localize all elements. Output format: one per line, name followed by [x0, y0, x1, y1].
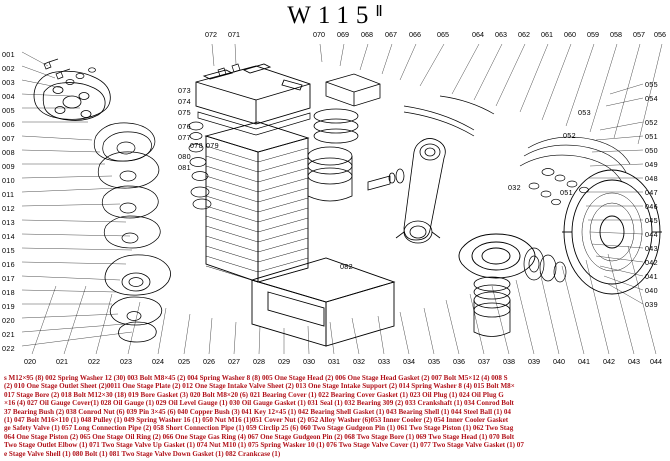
page-title-text: W115 [287, 2, 376, 29]
part-label-001: 001 [2, 50, 15, 59]
part-label-020: 020 [2, 316, 15, 325]
part-label-046: 046 [645, 202, 658, 211]
part-label-013: 013 [2, 218, 15, 227]
part-label-002: 002 [2, 64, 15, 73]
part-label-079: 079 [206, 141, 219, 150]
part-label-017: 017 [2, 274, 15, 283]
top-label-row [0, 30, 670, 42]
part-label-044: 044 [645, 230, 658, 239]
bottom-label-row [0, 357, 670, 369]
part-label-b031: 031 [328, 357, 340, 366]
part-label-039: 039 [645, 300, 658, 309]
parts-list-line: ×16 (4) 027 Oil Gauge Cover(1) 028 Oil Gauge (1) 029 Oil Level Gauge (1) 030 Oil Gauge Gasket (1) 031 Seal (1) 032 Bearing 309 (2) 033 Crankshaft (1) 034 Conrod Bolt [4, 399, 514, 408]
part-label-b021: 021 [56, 357, 68, 366]
part-label-074: 074 [178, 97, 191, 106]
part-label-059: 059 [587, 30, 599, 39]
part-label-b041: 041 [578, 357, 590, 366]
part-label-b037: 037 [478, 357, 490, 366]
part-label-056: 056 [654, 30, 666, 39]
part-label-022: 022 [2, 344, 15, 353]
part-label-062: 062 [518, 30, 530, 39]
part-label-061: 061 [541, 30, 553, 39]
part-label-011: 011 [2, 190, 15, 199]
part-label-078: 078 [190, 141, 203, 150]
part-label-b035: 035 [428, 357, 440, 366]
part-label-b023: 023 [120, 357, 132, 366]
part-label-064: 064 [472, 30, 484, 39]
part-label-052: 052 [645, 118, 658, 127]
part-label-050: 050 [645, 146, 658, 155]
parts-list-line: (1) 047 Bolt M16×110 (1) 048 Pulley (1) 049 Spring Washer 16 (1) 050 Nut M16 (1)051 Cover Nut (2) 052 Alloy Washer (6)053 Inner Cooler (2) 054 Inner Cooler Gasket [4, 416, 509, 425]
parts-list-line: Two Stage Outlet Elbow (1) 071 Two Stage Valve Up Gasket (1) 074 Nut M10 (1) 075 Spring Wasker 10 (1) 076 Two Stage Valve Cover (1) 077 Two Stage Valve Gasket (1) 07 [4, 441, 524, 450]
parts-list [0, 374, 670, 458]
part-label-042: 042 [645, 258, 658, 267]
part-label-b038: 038 [503, 357, 515, 366]
part-label-b032: 032 [353, 357, 365, 366]
part-label-018: 018 [2, 288, 15, 297]
parts-list-line: (2) 010 One Stage Outlet Sheet (2)0011 One Stage Plate (2) 012 One Stage Intake Valve Sheet (2) 013 One Stage Intake Support (2) 014 Spring Washer 8 (4) 015 Bolt M8× [4, 382, 515, 391]
parts-list-line: e Stage Valve Shell (1) 080 Bolt (1) 081 Two Stage Valve Down Gasket (1) 082 Crankcase (1) [4, 449, 281, 458]
parts-list-line: ge Safety Valve (1) 057 Long Connection Pipe (2) 058 Short Connection Pipe (1) 059 Circlip 25 (6) 060 Two Stage Gudgeon Pin (1) 061 Two Stage Piston (1) 062 Two Stag [4, 424, 514, 433]
part-label-070: 070 [313, 30, 325, 39]
part-label-b043: 043 [628, 357, 640, 366]
part-label-009: 009 [2, 162, 15, 171]
part-label-075: 075 [178, 108, 191, 117]
part-label-b026: 026 [203, 357, 215, 366]
page-title-suffix: Ⅱ [375, 4, 383, 20]
part-label-004: 004 [2, 92, 15, 101]
part-label-012: 012 [2, 204, 15, 213]
part-label-053: 053 [578, 108, 591, 117]
part-label-065: 065 [437, 30, 449, 39]
part-label-066: 066 [409, 30, 421, 39]
part-label-048: 048 [645, 174, 658, 183]
part-label-003: 003 [2, 78, 15, 87]
parts-list-line: 064 One Stage Piston (2) 065 One Stage Oil Ring (2) 066 One Stage Gas Ring (4) 067 One Stage Gudgeon Pin (2) 068 Two Stage Bore (1) 069 Two Stage Head (1) 070 Bolt [4, 432, 515, 441]
part-label-b044: 044 [650, 357, 662, 366]
part-label-043: 043 [645, 244, 658, 253]
part-label-b036: 036 [453, 357, 465, 366]
part-label-b030: 030 [303, 357, 315, 366]
part-label-047: 047 [645, 188, 658, 197]
part-label-051: 051 [645, 132, 658, 141]
part-label-007: 007 [2, 134, 15, 143]
part-label-b020: 020 [24, 357, 36, 366]
part-label-081: 081 [178, 163, 191, 172]
part-label-b027: 027 [228, 357, 240, 366]
part-label-071: 071 [228, 30, 240, 39]
part-label-b029: 029 [278, 357, 290, 366]
part-label-005: 005 [2, 106, 15, 115]
part-label-049: 049 [645, 160, 658, 169]
part-label-082: 082 [340, 262, 353, 271]
part-label-015: 015 [2, 246, 15, 255]
part-label-041: 041 [645, 272, 658, 281]
part-label-008: 008 [2, 148, 15, 157]
part-label-b033: 033 [378, 357, 390, 366]
part-label-032: 032 [508, 183, 521, 192]
part-label-021: 021 [2, 330, 15, 339]
part-label-014: 014 [2, 232, 15, 241]
part-label-063: 063 [495, 30, 507, 39]
part-label-052-inner: 052 [563, 131, 576, 140]
part-label-010: 010 [2, 176, 15, 185]
parts-list-line: 017 Stage Bore (2) 018 Bolt M12×30 (18) 019 Bore Gasket (3) 020 Bolt M8×20 (6) 021 Bearing Cover (1) 022 Bearing Cover Gasket (1) 023 Oil Plug (1) 024 Oil Plug G [4, 390, 504, 399]
part-label-069: 069 [337, 30, 349, 39]
part-label-058: 058 [610, 30, 622, 39]
part-label-b024: 024 [152, 357, 164, 366]
part-label-060: 060 [564, 30, 576, 39]
part-label-006: 006 [2, 120, 15, 129]
part-label-057: 057 [633, 30, 645, 39]
part-label-055: 055 [645, 80, 658, 89]
part-label-072: 072 [205, 30, 217, 39]
part-label-073: 073 [178, 86, 191, 95]
part-label-016: 016 [2, 260, 15, 269]
part-label-b040: 040 [553, 357, 565, 366]
part-label-077: 077 [178, 133, 191, 142]
part-label-080: 080 [178, 152, 191, 161]
part-label-068: 068 [361, 30, 373, 39]
part-label-054: 054 [645, 94, 658, 103]
part-label-b025: 025 [178, 357, 190, 366]
part-label-b028: 028 [253, 357, 265, 366]
part-label-045: 045 [645, 216, 658, 225]
part-label-b042: 042 [603, 357, 615, 366]
part-label-076: 076 [178, 122, 191, 131]
part-label-051-inner: 051 [560, 188, 573, 197]
page-title [0, 2, 670, 30]
parts-list-line: s M12×95 (8) 002 Spring Washer 12 (30) 003 Bolt M8×45 (2) 004 Spring Washer 8 (8) 005 One Stage Head (2) 006 One Stage Head Gasket (2) 007 Bolt M5×12 (4) 008 S [4, 374, 508, 382]
part-label-067: 067 [385, 30, 397, 39]
part-label-019: 019 [2, 302, 15, 311]
part-label-b034: 034 [403, 357, 415, 366]
part-label-b022: 022 [88, 357, 100, 366]
part-label-040: 040 [645, 286, 658, 295]
part-label-b039: 039 [528, 357, 540, 366]
parts-list-line: 37 Bearing Bush (2) 038 Conrod Nut (6) 039 Pin 3×45 (6) 040 Copper Bush (3) 041 Key 12×45 (1) 042 Bearing Shell Gasket (1) 043 Bearing Shell (1) 044 Steel Ball (1) 04 [4, 407, 511, 416]
